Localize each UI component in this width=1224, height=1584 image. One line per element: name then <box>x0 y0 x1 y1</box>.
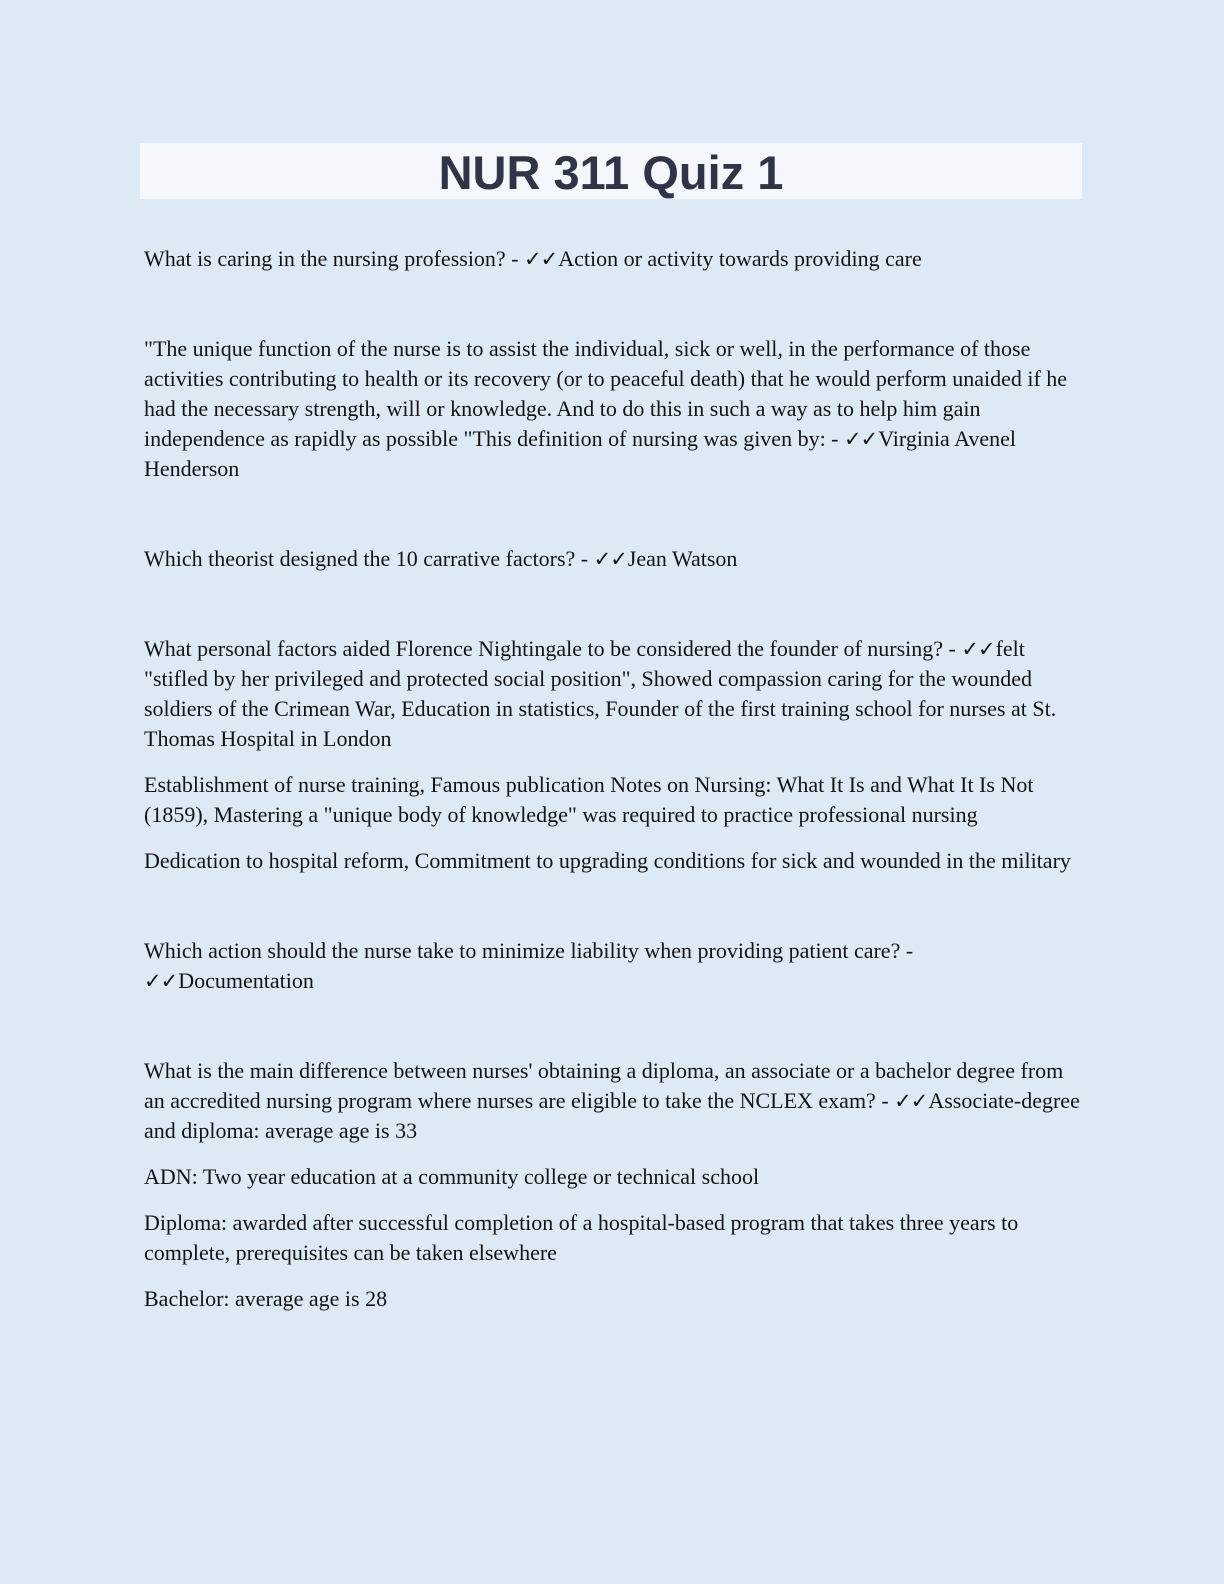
double-check-icon: ✓✓ <box>524 247 558 271</box>
qa-item-2 <box>144 334 1084 484</box>
qa-main-paragraph <box>144 544 1084 574</box>
double-check-icon: ✓✓ <box>894 1089 928 1113</box>
answer-text: felt "stifled by her privileged and protected social position", Showed compassion caring for the wounded soldiers of the Crimean War, Education in statistics, Founder of the first training school for nurses at St. Thomas Hospital in London <box>144 636 1057 751</box>
question-text: Which action should the nurse take to minimize liability when providing patient care? - <box>144 938 914 963</box>
answer-text: Jean Watson <box>627 546 738 571</box>
qa-main-paragraph <box>144 334 1084 484</box>
answer-text: Virginia Avenel Henderson <box>144 426 1016 481</box>
answer-text: Action or activity towards providing care <box>558 246 922 271</box>
question-text: What is caring in the nursing profession? - <box>144 246 519 271</box>
qa-main-paragraph <box>144 634 1084 754</box>
document-title: NUR 311 Quiz 1 <box>438 145 784 199</box>
title-banner <box>140 143 1082 199</box>
quiz-content <box>144 244 1084 1314</box>
answer-text: Associate-degree and diploma: average age is 33 <box>144 1088 1080 1143</box>
answer-continuation: Bachelor: average age is 28 <box>144 1286 388 1311</box>
qa-main-paragraph <box>144 936 1084 996</box>
double-check-icon: ✓✓ <box>144 969 178 993</box>
double-check-icon: ✓✓ <box>844 427 878 451</box>
answer-continuation: Establishment of nurse training, Famous publication Notes on Nursing: What It Is and What It Is Not (1859), Mastering a "unique body of knowledge" was required to practice professional nursing <box>144 772 1034 827</box>
question-text: What is the main difference between nurses' obtaining a diploma, an associate or a bachelor degree from an accredited nursing program where nurses are eligible to take the NCLEX exam? - <box>144 1058 1064 1113</box>
qa-item-3 <box>144 544 1084 574</box>
qa-main-paragraph <box>144 1056 1084 1146</box>
double-check-icon: ✓✓ <box>593 547 627 571</box>
question-text: Which theorist designed the 10 carrative factors? - <box>144 546 589 571</box>
qa-item-5 <box>144 936 1084 996</box>
qa-item-4 <box>144 634 1084 876</box>
qa-item-6 <box>144 1056 1084 1314</box>
answer-continuation: Dedication to hospital reform, Commitment to upgrading conditions for sick and wounded in the military <box>144 848 1071 873</box>
qa-item-1 <box>144 244 1084 274</box>
question-text: What personal factors aided Florence Nightingale to be considered the founder of nursing? - <box>144 636 956 661</box>
qa-main-paragraph <box>144 244 1084 274</box>
answer-text: Documentation <box>178 968 314 993</box>
double-check-icon: ✓✓ <box>961 637 995 661</box>
answer-continuation: Diploma: awarded after successful completion of a hospital-based program that takes three years to complete, prerequisites can be taken elsewhere <box>144 1210 1019 1265</box>
question-text: "The unique function of the nurse is to assist the individual, sick or well, in the performance of those activities contributing to health or its recovery (or to peaceful death) that he would perform unaided if he had the necessary strength, will or knowledge. And to do this in such a way as to help him gain independence as rapidly as possible "This definition of nursing was given by: - <box>144 336 1068 451</box>
answer-continuation: ADN: Two year education at a community college or technical school <box>144 1164 760 1189</box>
